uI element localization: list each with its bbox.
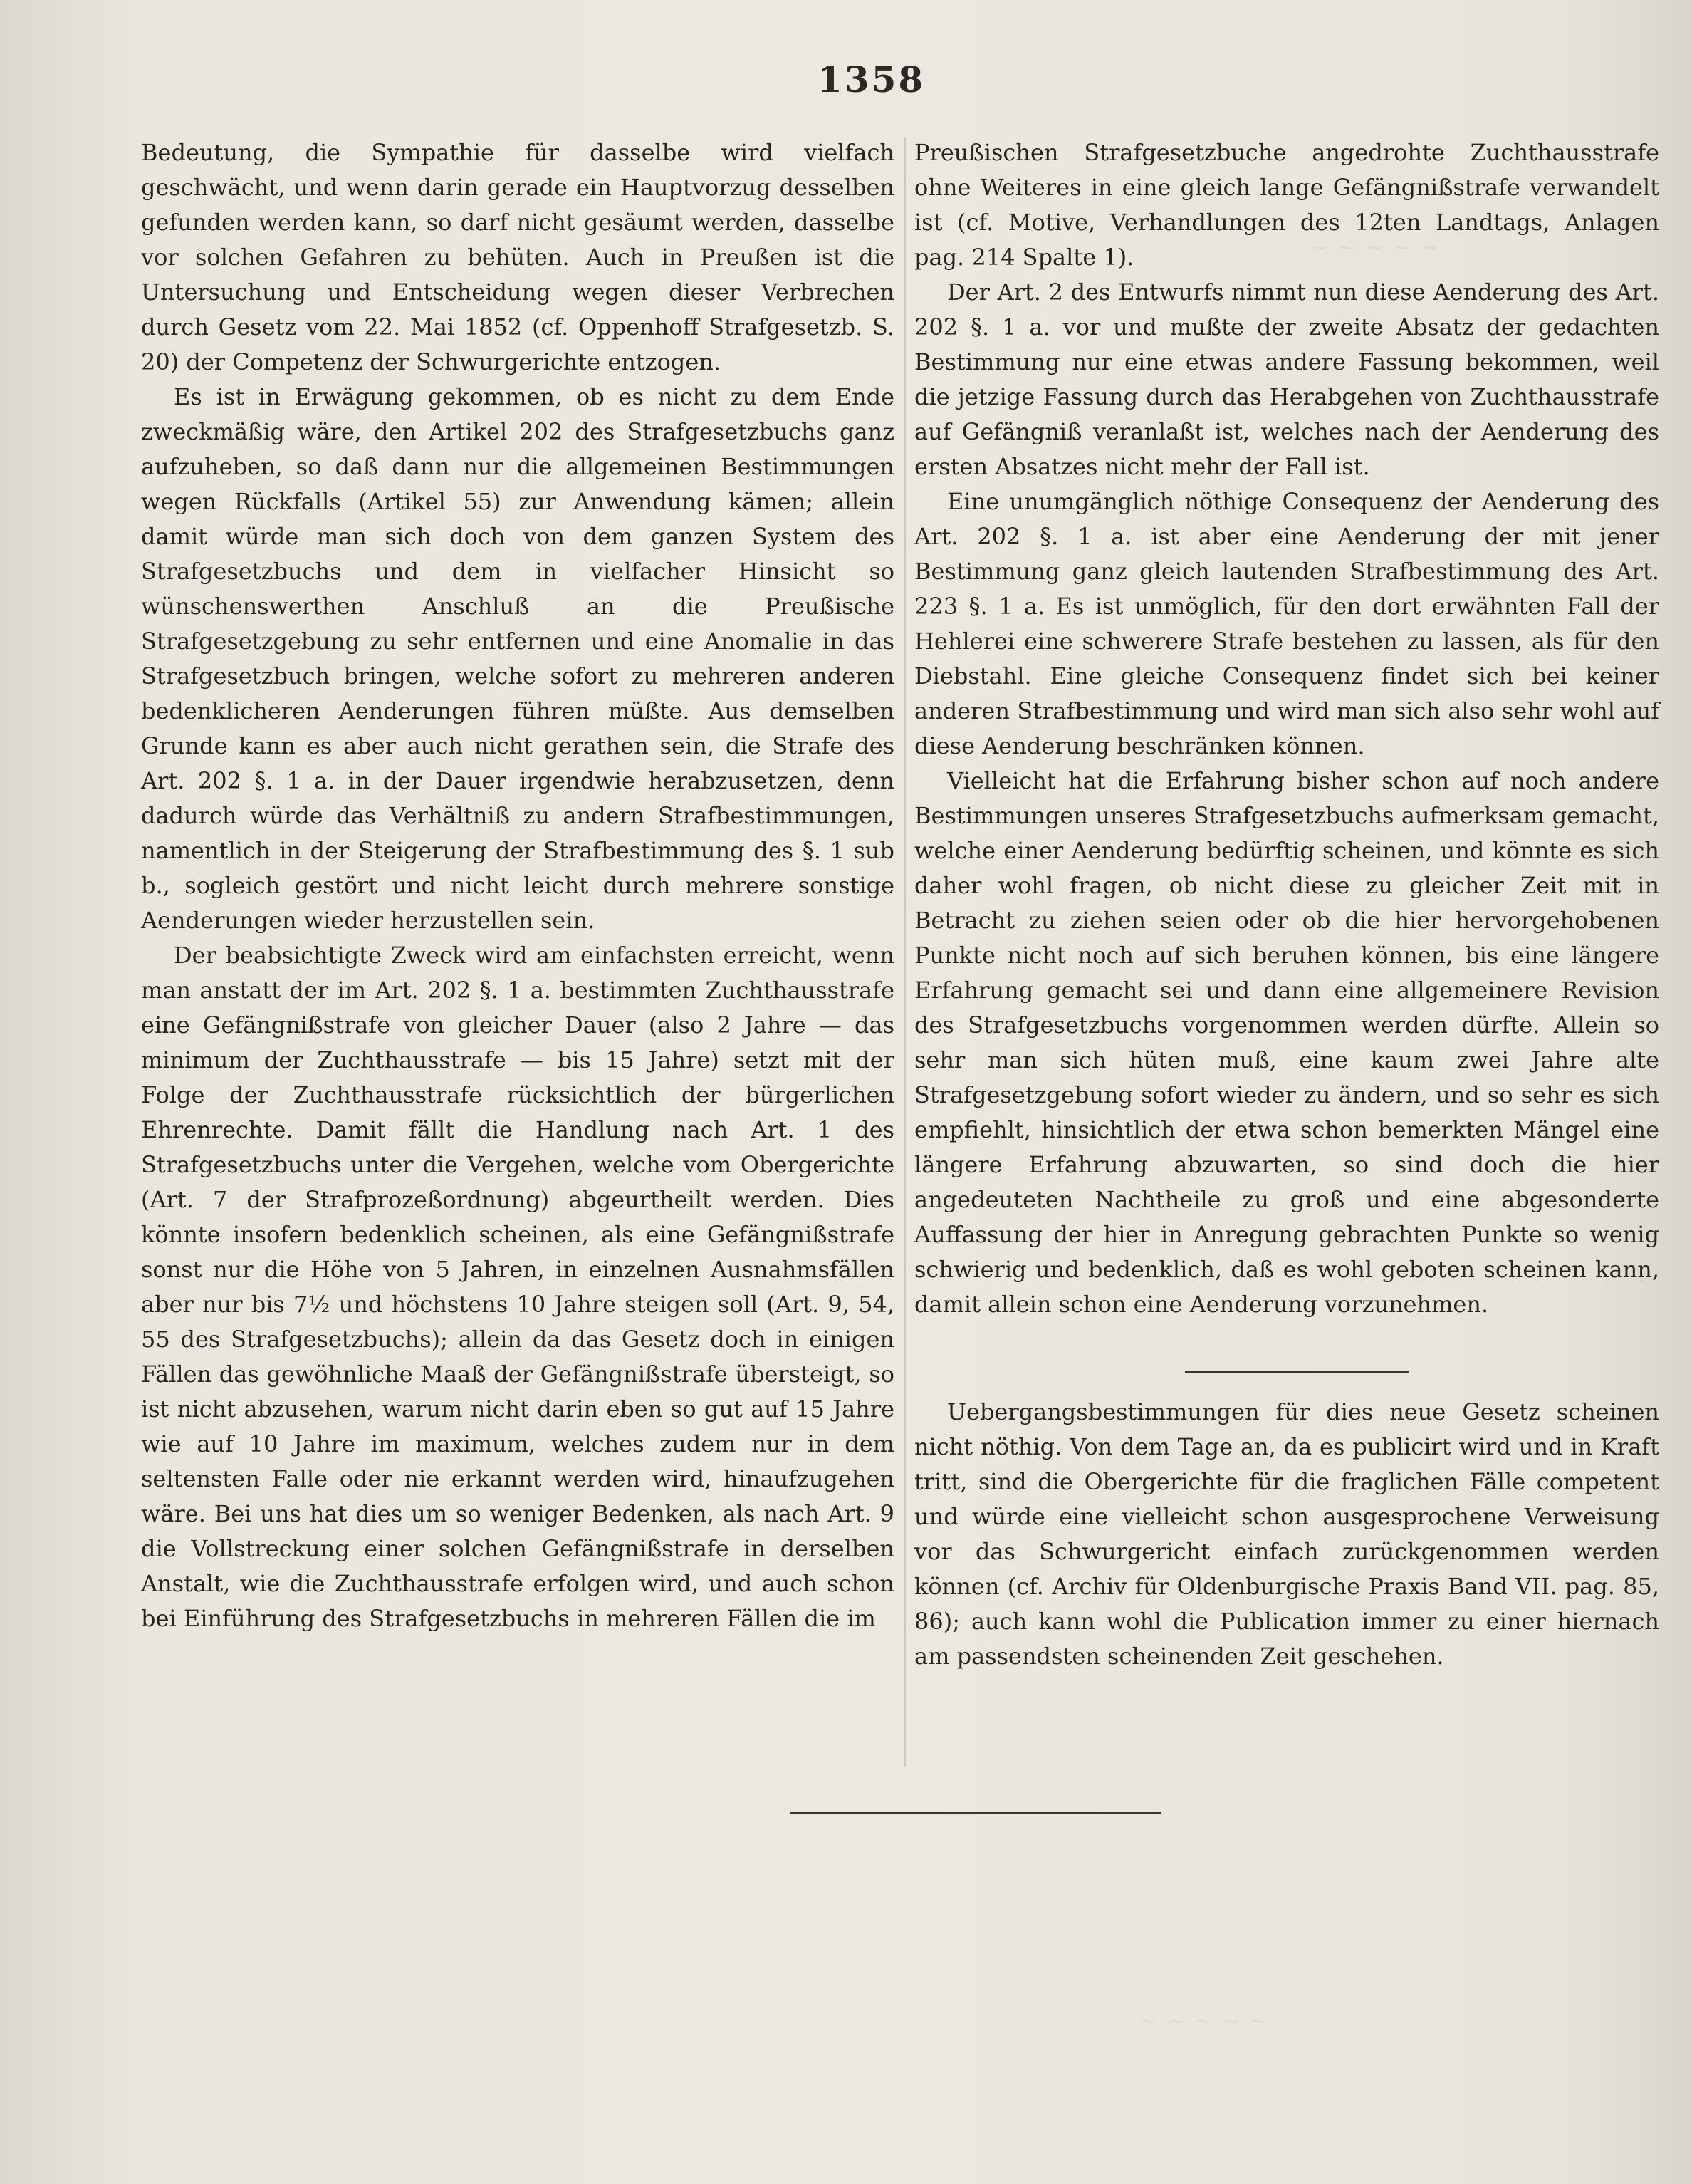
end-rule: [790, 1812, 1161, 1814]
paragraph: Eine unumgänglich nöthige Consequenz der Aenderung des Art. 202 §. 1 a. ist aber eine Aenderung der mit jener Bestimmung ganz gleich lautenden Strafbestimmung des Art. 223 §. 1 a. Es ist unmöglich, für den dort erwähnten Fall der Hehlerei eine schwerere Strafe bestehen zu lassen, als für den Diebstahl. Eine gleiche Consequenz findet sich bei keiner anderen Strafbestimmung und wird man sich also sehr wohl auf diese Aenderung beschränken können.: [914, 488, 1659, 759]
bleed-through-text: ~ ~ ~ ~ ~: [1310, 235, 1440, 260]
paragraph: Der Art. 2 des Entwurfs nimmt nun diese Aenderung des Art. 202 §. 1 a. vor und mußte der zweite Absatz der gedachten Bestimmung nur eine etwas andere Fassung bekommen, weil die jetzige Fassung durch das Herabgehen von Zuchthausstrafe auf Gefängniß veranlaßt ist, welches nach der Aenderung des ersten Absatzes nicht mehr der Fall ist.: [914, 279, 1659, 480]
paragraph: Uebergangsbestimmungen für dies neue Gesetz scheinen nicht nöthig. Von dem Tage an, da es publicirt wird und in Kraft tritt, sind die Obergerichte für die fraglichen Fälle competent und würde eine vielleicht schon ausgesprochene Verweisung vor das Schwurgericht einfach zurückgenommen werden können (cf. Archiv für Oldenburgische Praxis Band VII. pag. 85, 86); auch kann wohl die Publication immer zu einer hiernach am passendsten scheinenden Zeit geschehen.: [914, 1398, 1659, 1670]
paragraph: Preußischen Strafgesetzbuche angedrohte Zuchthausstrafe ohne Weiteres in eine gleich lange Gefängnißstrafe verwandelt ist (cf. Motive, Verhandlungen des 12ten Landtags, Anlagen pag. 214 Spalte 1).: [914, 139, 1659, 271]
transitional-provisions: [914, 1395, 1659, 1674]
paragraph: Es ist in Erwägung gekommen, ob es nicht zu dem Ende zweckmäßig wäre, den Artikel 202 des Strafgesetzbuchs ganz aufzuheben, so daß dann nur die allgemeinen Bestimmungen wegen Rückfalls (Artikel 55) zur Anwendung kämen; allein damit würde man sich doch von dem ganzen System des Strafgesetzbuchs und dem in vielfacher Hinsicht so wünschenswerthen Anschluß an die Preußische Strafgesetzgebung zu sehr entfernen und eine Anomalie in das Strafgesetzbuch bringen, welche sofort zu mehreren anderen bedenklicheren Aenderungen führen müßte. Aus demselben Grunde kann es aber auch nicht gerathen sein, die Strafe des Art. 202 §. 1 a. in der Dauer irgendwie herabzusetzen, denn dadurch würde das Verhältniß zu andern Strafbestimmungen, namentlich in der Steigerung der Strafbestimmung des §. 1 sub b., sogleich gestört und nicht leicht durch mehrere sonstige Aenderungen wieder herzustellen sein.: [141, 383, 894, 934]
page-number: 1358: [818, 58, 926, 100]
left-column: [141, 135, 894, 1636]
paragraph: Bedeutung, die Sympathie für dasselbe wird vielfach geschwächt, und wenn darin gerade ein Hauptvorzug desselben gefunden werden kann, so darf nicht gesäumt werden, dasselbe vor solchen Gefahren zu behüten. Auch in Preußen ist die Untersuchung und Entscheidung wegen dieser Verbrechen durch Gesetz vom 22. Mai 1852 (cf. Oppenhoff Strafgesetzb. S. 20) der Competenz der Schwurgerichte entzogen.: [141, 139, 894, 375]
column-divider: [904, 137, 906, 1767]
paragraph: Vielleicht hat die Erfahrung bisher schon auf noch andere Bestimmungen unseres Strafgesetzbuchs aufmerksam gemacht, welche einer Aenderung bedürftig scheinen, und könnte es sich daher wohl fragen, ob nicht diese zu gleicher Zeit mit in Betracht zu ziehen seien oder ob die hier hervorgehobenen Punkte nicht noch auf sich beruhen können, bis eine längere Erfahrung gemacht sei und dann eine allgemeinere Revision des Strafgesetzbuchs vorgenommen werden dürfte. Allein so sehr man sich hüten muß, eine kaum zwei Jahre alte Strafgesetzgebung sofort wieder zu ändern, und so sehr es sich empfiehlt, hinsichtlich der etwa schon bemerkten Mängel eine längere Erfahrung abzuwarten, so sind doch die hier angedeuteten Nachtheile zu groß und eine abgesonderte Auffassung der hier in Anregung gebrachten Punkte so wenig schwierig und bedenklich, daß es wohl geboten scheinen kann, damit allein schon eine Aenderung vorzunehmen.: [914, 767, 1659, 1318]
right-column: [914, 135, 1659, 1322]
bleed-through-text: ~ ~ ~ ~ ~: [1139, 2009, 1269, 2034]
paragraph: Der beabsichtigte Zweck wird am einfachsten erreicht, wenn man anstatt der im Art. 202 §. 1 a. bestimmten Zuchthausstrafe eine Gefängnißstrafe von gleicher Dauer (also 2 Jahre — das minimum der Zuchthausstrafe — bis 15 Jahre) setzt mit der Folge der Zuchthausstrafe rücksichtlich der bürgerlichen Ehrenrechte. Damit fällt die Handlung nach Art. 1 des Strafgesetzbuchs unter die Vergehen, welche vom Obergerichte (Art. 7 der Strafprozeßordnung) abgeurtheilt werden. Dies könnte insofern bedenklich scheinen, als eine Gefängnißstrafe sonst nur die Höhe von 5 Jahren, in einzelnen Ausnahmsfällen aber nur bis 7½ und höchstens 10 Jahre steigen soll (Art. 9, 54, 55 des Strafgesetzbuchs); allein da das Gesetz doch in einigen Fällen das gewöhnliche Maaß der Gefängnißstrafe übersteigt, so ist nicht abzusehen, warum nicht darin eben so gut auf 15 Jahre wie auf 10 Jahre im maximum, welches zudem nur in dem seltensten Falle oder nie erkannt werden wird, hinaufzugehen wäre. Bei uns hat dies um so weniger Bedenken, als nach Art. 9 die Vollstreckung einer solchen Gefängnißstrafe in derselben Anstalt, wie die Zuchthausstrafe erfolgen wird, und auch schon bei Einführung des Strafgesetzbuchs in mehreren Fällen die im: [141, 942, 894, 1632]
section-separator: [1185, 1371, 1409, 1373]
